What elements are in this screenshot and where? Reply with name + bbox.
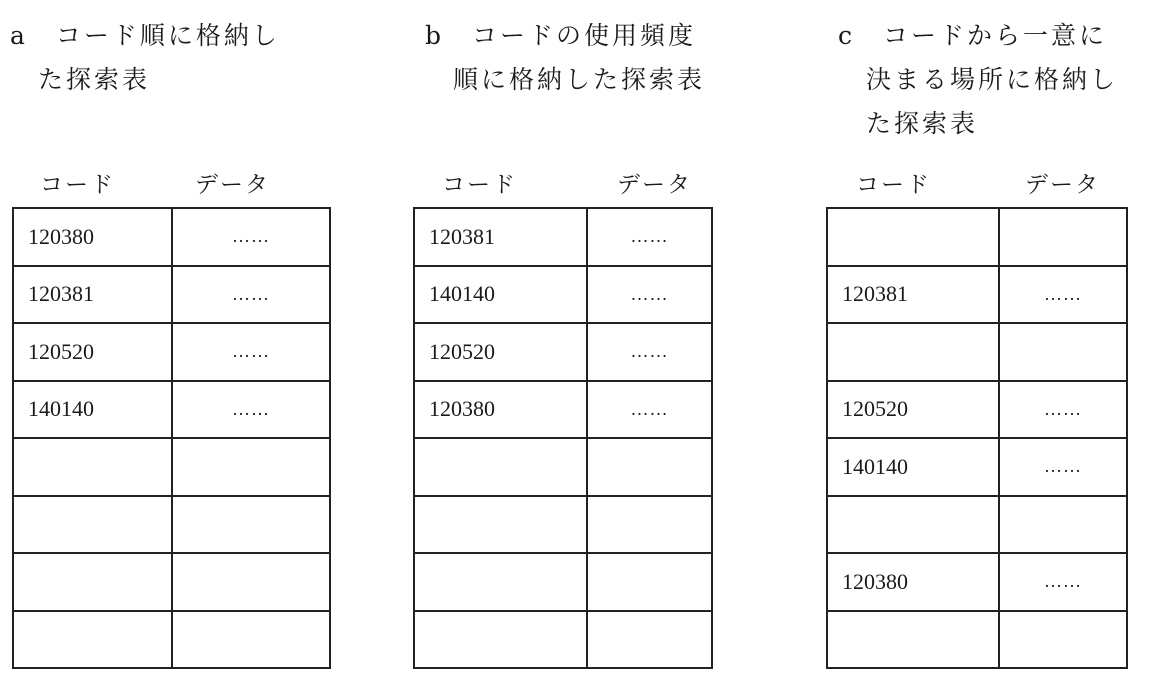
table-row (13, 438, 330, 496)
table-title: b コードの使用頻度 順に格納した探索表 (425, 21, 706, 94)
data-cell: …… (999, 381, 1127, 439)
code-cell (414, 496, 587, 554)
data-cell (587, 611, 712, 669)
code-cell: 140140 (414, 266, 587, 324)
data-cell: …… (587, 381, 712, 439)
lookup-table (413, 207, 713, 669)
table-row (414, 381, 712, 439)
code-cell (13, 553, 172, 611)
code-cell (13, 438, 172, 496)
table-row (827, 381, 1127, 439)
data-cell: …… (172, 266, 330, 324)
lookup-table (826, 207, 1128, 669)
table-row (414, 611, 712, 669)
code-cell: 120520 (414, 323, 587, 381)
data-cell (999, 208, 1127, 266)
table-row (827, 496, 1127, 554)
code-cell: 120381 (414, 208, 587, 266)
table-title: c コードから一意に 決まる場所に格納し た探索表 (838, 21, 1119, 138)
data-cell (999, 323, 1127, 381)
data-cell (172, 553, 330, 611)
data-cell: …… (999, 553, 1127, 611)
data-cell (172, 438, 330, 496)
code-cell: 120380 (13, 208, 172, 266)
code-cell (827, 496, 999, 554)
table-row (414, 266, 712, 324)
table-row (13, 381, 330, 439)
code-cell (13, 611, 172, 669)
table-row (13, 208, 330, 266)
code-cell: 120520 (13, 323, 172, 381)
code-cell: 120520 (827, 381, 999, 439)
code-cell (414, 438, 587, 496)
table-row (827, 208, 1127, 266)
table-row (13, 611, 330, 669)
data-cell (999, 496, 1127, 554)
code-column-header: コード (40, 172, 115, 198)
data-cell (999, 611, 1127, 669)
table-row (13, 266, 330, 324)
table-row (827, 553, 1127, 611)
table-row (827, 611, 1127, 669)
table-row (13, 496, 330, 554)
data-cell: …… (172, 381, 330, 439)
data-cell (172, 611, 330, 669)
code-cell (414, 611, 587, 669)
data-column-header: データ (195, 172, 270, 198)
data-cell (587, 553, 712, 611)
data-cell: …… (172, 208, 330, 266)
table-title: a コード順に格納し た探索表 (10, 21, 280, 94)
table-row (827, 323, 1127, 381)
data-cell: …… (999, 438, 1127, 496)
data-cell (587, 438, 712, 496)
data-cell: …… (999, 266, 1127, 324)
table-row (414, 553, 712, 611)
code-cell (414, 553, 587, 611)
lookup-table (12, 207, 331, 669)
table-row (13, 323, 330, 381)
data-cell: …… (172, 323, 330, 381)
code-cell (13, 496, 172, 554)
data-cell (172, 496, 330, 554)
code-cell: 120381 (13, 266, 172, 324)
data-column-header: データ (1025, 172, 1100, 198)
data-cell (587, 496, 712, 554)
code-cell (827, 611, 999, 669)
code-cell: 120380 (414, 381, 587, 439)
code-column-header: コード (442, 172, 517, 198)
data-cell: …… (587, 208, 712, 266)
table-row (827, 266, 1127, 324)
table-row (414, 438, 712, 496)
table-row (13, 553, 330, 611)
table-row (827, 438, 1127, 496)
data-column-header: データ (617, 172, 692, 198)
code-cell: 140140 (13, 381, 172, 439)
data-cell: …… (587, 266, 712, 324)
code-column-header: コード (856, 172, 931, 198)
code-cell (827, 208, 999, 266)
table-row (414, 208, 712, 266)
code-cell: 120380 (827, 553, 999, 611)
data-cell: …… (587, 323, 712, 381)
table-row (414, 323, 712, 381)
code-cell: 140140 (827, 438, 999, 496)
code-cell: 120381 (827, 266, 999, 324)
table-row (414, 496, 712, 554)
code-cell (827, 323, 999, 381)
